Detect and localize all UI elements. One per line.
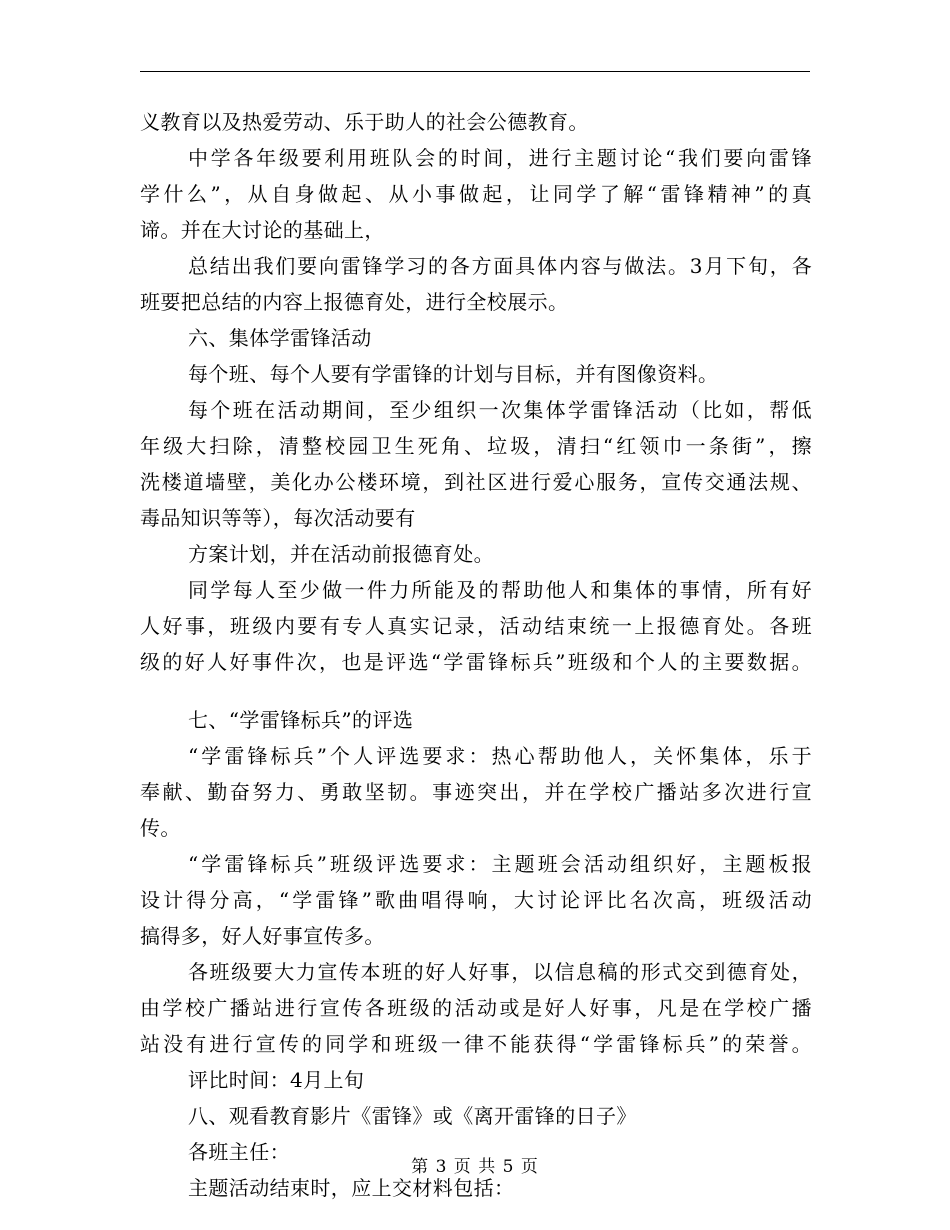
text-line: 人好事，班级内要有专人真实记录，活动结束统一上报德育处。各班 <box>140 614 812 638</box>
text-line: 洗楼道墙壁，美化办公楼环境，到社区进行爱心服务，宣传交通法规、 <box>140 470 812 494</box>
text-line: 级的好人好事件次，也是评选“学雷锋标兵”班级和个人的主要数据。 <box>140 650 812 674</box>
text-line: 六、集体学雷锋活动 <box>188 326 372 350</box>
text-line: 同学每人至少做一件力所能及的帮助他人和集体的事情，所有好 <box>188 578 812 602</box>
text-line: 主题活动结束时，应上交材料包括： <box>188 1176 515 1200</box>
text-line: 年级大扫除，清整校园卫生死角、垃圾，清扫“红领巾一条街”，擦 <box>140 434 812 458</box>
text-line: “学雷锋标兵”个人评选要求：热心帮助他人，关怀集体，乐于 <box>188 744 812 768</box>
text-line: 班要把总结的内容上报德育处，进行全校展示。 <box>140 290 569 314</box>
text-line: 中学各年级要利用班队会的时间，进行主题讨论“我们要向雷锋 <box>188 146 812 170</box>
text-line: 谛。并在大讨论的基础上， <box>140 218 385 242</box>
document-body <box>140 104 812 1206</box>
text-line: 由学校广播站进行宣传各班级的活动或是好人好事，凡是在学校广播 <box>140 996 812 1020</box>
text-line: “学雷锋标兵”班级评选要求：主题班会活动组织好，主题板报 <box>188 852 812 876</box>
text-line: 七、“学雷锋标兵”的评选 <box>188 708 414 732</box>
text-line: 各班级要大力宣传本班的好人好事，以信息稿的形式交到德育处， <box>188 960 812 984</box>
text-line: 搞得多，好人好事宣传多。 <box>140 924 385 948</box>
text-line: 八、观看教育影片《雷锋》或《离开雷锋的日子》 <box>188 1104 637 1128</box>
text-line: 设计得分高，“学雷锋”歌曲唱得响，大讨论评比名次高，班级活动 <box>140 888 812 912</box>
text-line: 每个班、每个人要有学雷锋的计划与目标，并有图像资料。 <box>188 362 719 386</box>
text-line: 义教育以及热爱劳动、乐于助人的社会公德教育。 <box>140 110 589 134</box>
text-line: 毒品知识等等），每次活动要有 <box>140 506 416 530</box>
text-line: 传。 <box>140 816 181 840</box>
text-line: 各班主任： <box>188 1140 290 1164</box>
text-line: 方案计划，并在活动前报德育处。 <box>188 542 494 566</box>
text-line: 奉献、勤奋努力、勇敢坚韧。事迹突出，并在学校广播站多次进行宣 <box>140 780 812 804</box>
text-line: 总结出我们要向雷锋学习的各方面具体内容与做法。3月下旬，各 <box>188 254 812 278</box>
text-line: 每个班在活动期间，至少组织一次集体学雷锋活动（比如，帮低 <box>188 398 812 422</box>
page-number-footer: 第 3 页 共 5 页 <box>411 1157 539 1177</box>
text-line: 学什么”，从自身做起、从小事做起，让同学了解“雷锋精神”的真 <box>140 182 812 206</box>
text-line: 站没有进行宣传的同学和班级一律不能获得“学雷锋标兵”的荣誉。 <box>140 1032 812 1056</box>
header-rule <box>140 71 810 72</box>
text-line: 评比时间：4月上旬 <box>188 1068 365 1092</box>
